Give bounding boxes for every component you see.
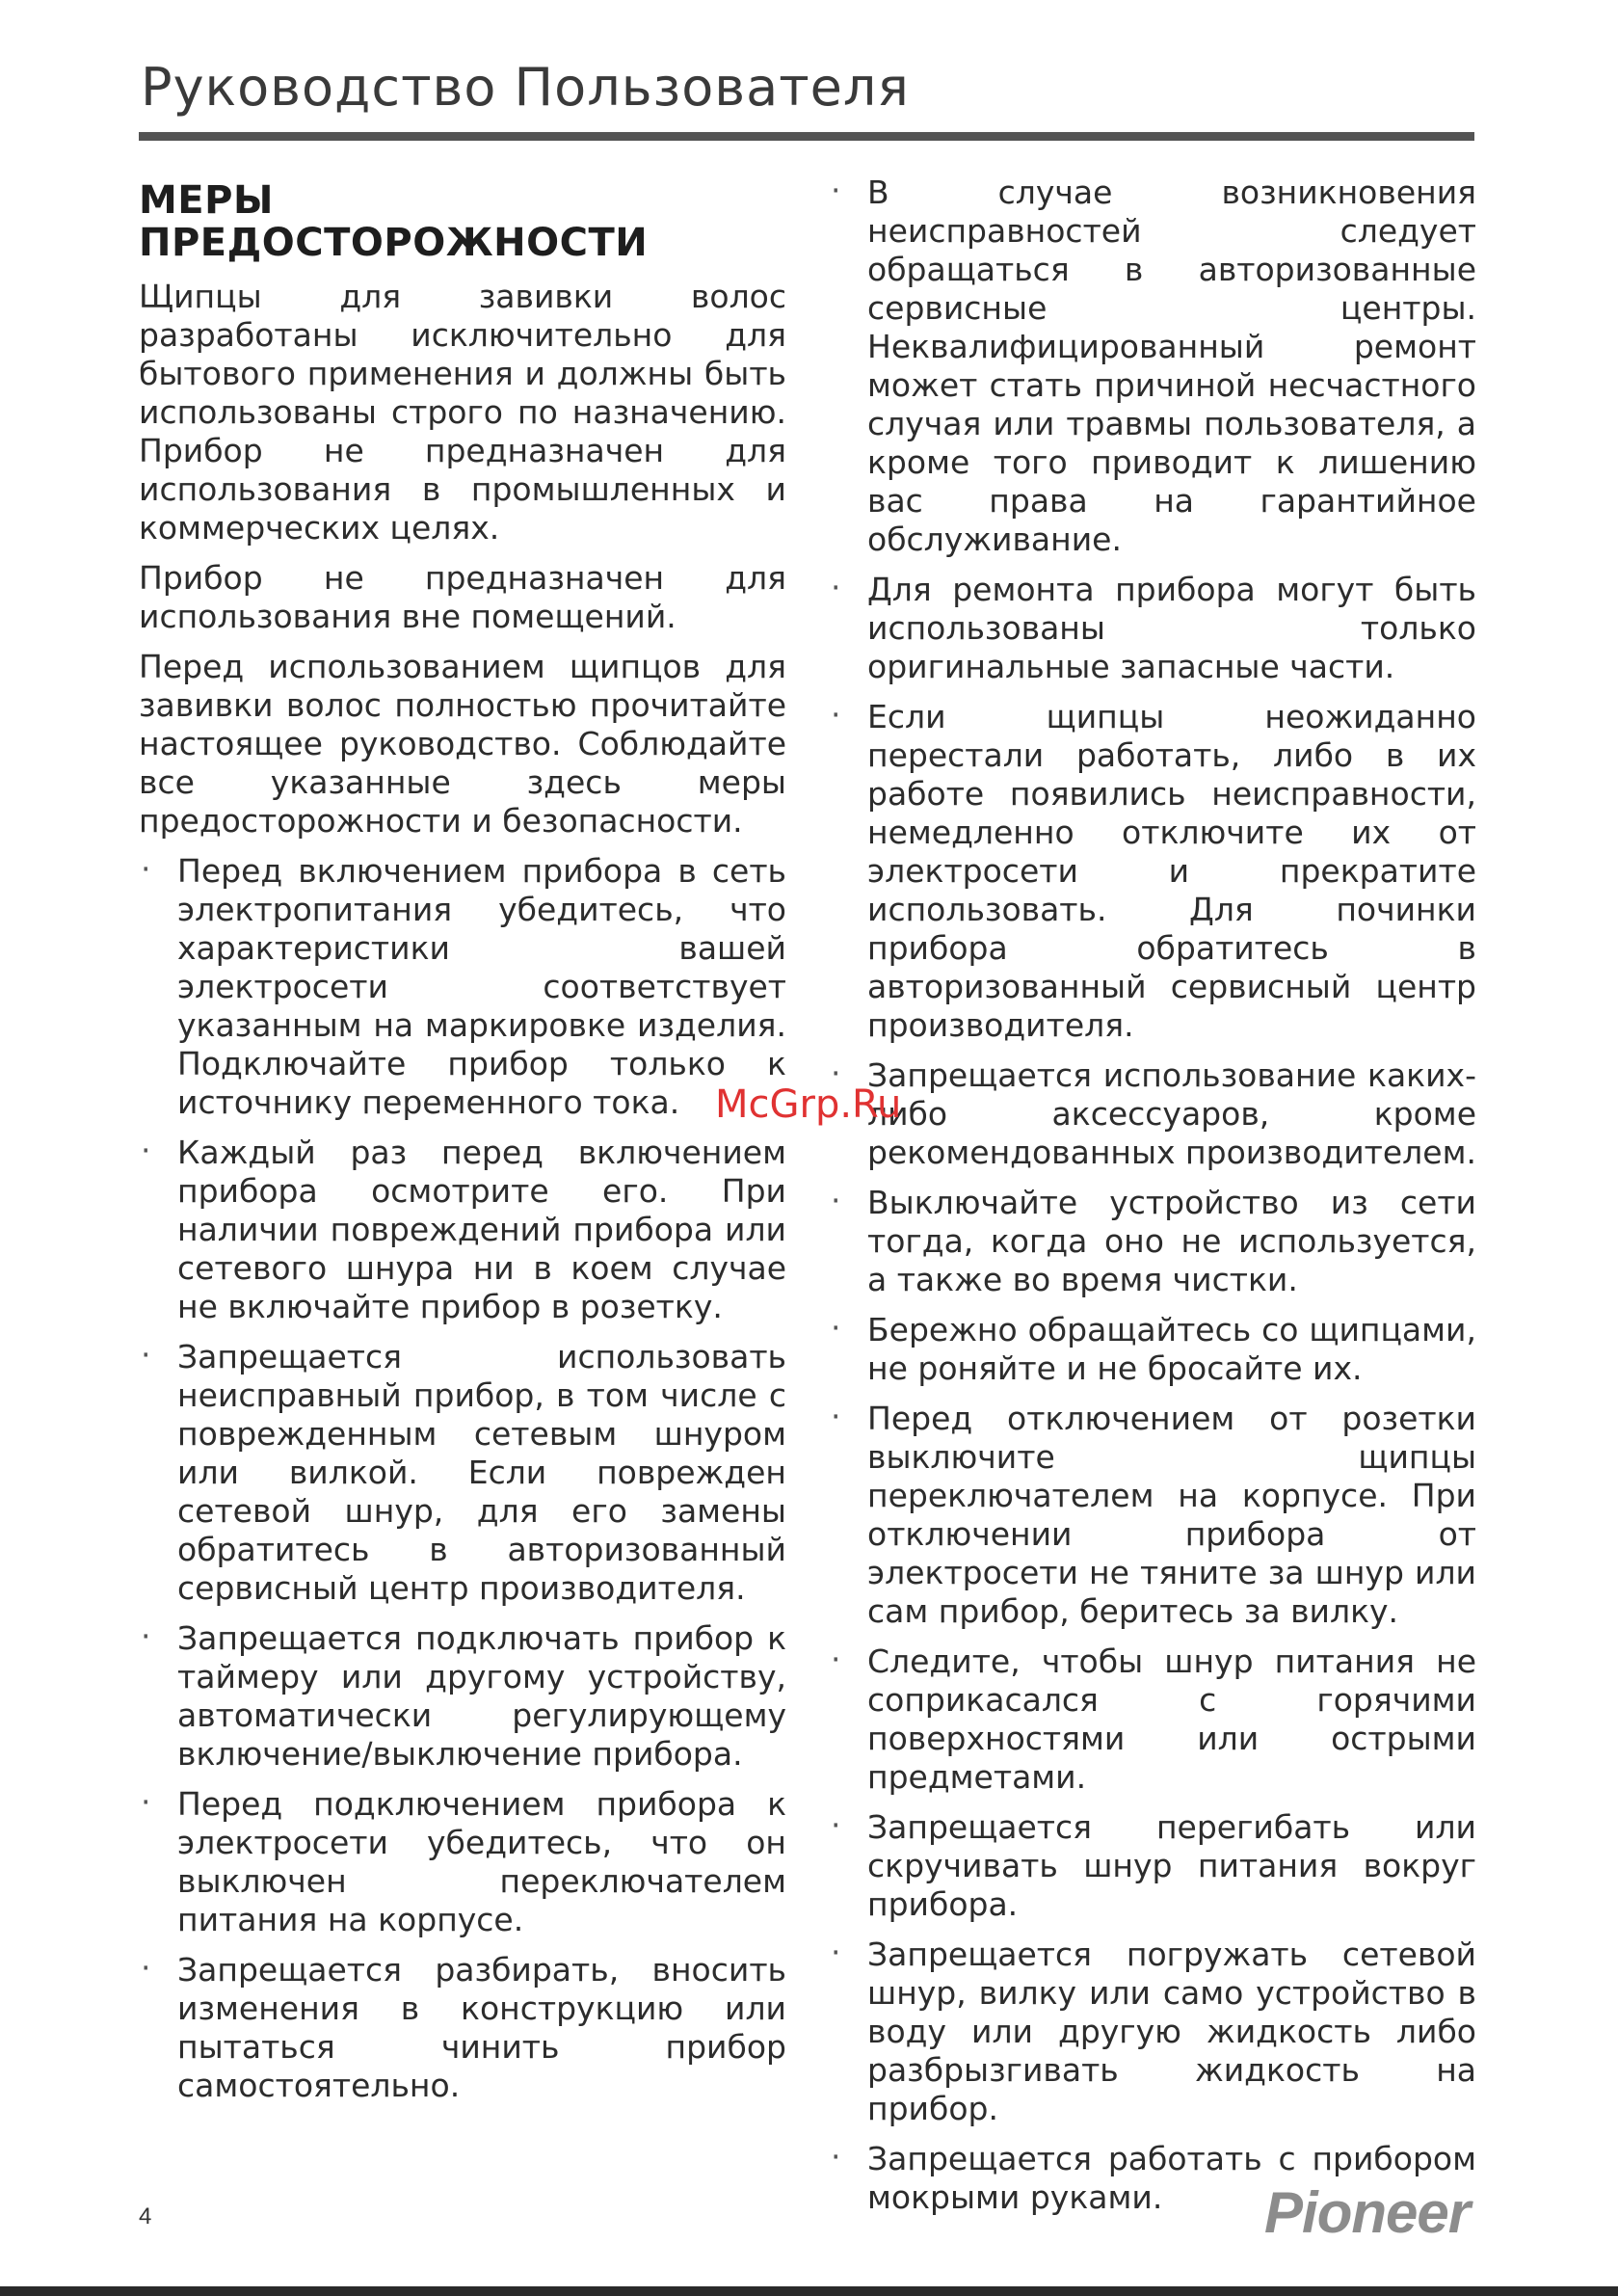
bullet-item: · Каждый раз перед включением прибора осмотрите его. При наличии повреждений прибора или сетевого шнура ни в коем случае не включайте прибор в розетку. — [139, 1134, 786, 1326]
left-column — [139, 174, 786, 2117]
right-column — [829, 174, 1476, 2229]
intro-paragraph: Щипцы для завивки волос разработаны исключительно для бытового применения и должны быть использованы строго по назначению. Прибор не предназначен для использования в промышленных и коммерческих целях. — [139, 278, 786, 547]
bullet-item: · Запрещается перегибать или скручивать шнур питания вокруг прибора. — [829, 1808, 1476, 1924]
footer-bar — [0, 2286, 1618, 2296]
bullet-item: · Для ремонта прибора могут быть использованы только оригинальные запасные части. — [829, 571, 1476, 686]
bullet-item: · Запрещается погружать сетевой шнур, вилку или само устройство в воду или другую жидкость либо разбрызгивать жидкость на прибор. — [829, 1936, 1476, 2128]
bullet-item: · Перед отключением от розетки выключите щипцы переключателем на корпусе. При отключении прибора от электросети не тяните за шнур или сам прибор, беритесь за вилку. — [829, 1400, 1476, 1631]
page-header-title: Руководство Пользователя — [141, 57, 910, 118]
bullet-item: · Запрещается использовать неисправный прибор, в том числе с поврежденным сетевым шнуром или вилкой. Если поврежден сетевой шнур, для его замены обратитесь в авторизованный сервисный центр производителя. — [139, 1338, 786, 1608]
bullet-item: · Перед подключением прибора к электросети убедитесь, что он выключен переключателем питания на корпусе. — [139, 1785, 786, 1939]
bullet-item: · Запрещается разбирать, вносить изменения в конструкцию или пытаться чинить прибор самостоятельно. — [139, 1951, 786, 2105]
bullet-item: · Запрещается подключать прибор к таймеру или другому устройству, автоматически регулирующему включение/выключение прибора. — [139, 1619, 786, 1774]
bullet-item: · Бережно обращайтесь со щипцами, не роняйте и не бросайте их. — [829, 1311, 1476, 1388]
right-bullet-list — [829, 174, 1476, 2217]
header-divider — [139, 132, 1474, 141]
watermark: McGrp.Ru — [715, 1082, 902, 1127]
bullet-item: · Следите, чтобы шнур питания не соприкасался с горячими поверхностями или острыми предметами. — [829, 1642, 1476, 1797]
intro-paragraph: Прибор не предназначен для использования вне помещений. — [139, 559, 786, 635]
bullet-item: · Если щипцы неожиданно перестали работать, либо в их работе появились неисправности, немедленно отключите их от электросети и прекратите использовать. Для починки прибора обратитесь в авторизованный сервисный центр производителя. — [829, 698, 1476, 1045]
bullet-item: · В случае возникновения неисправностей следует обращаться в авторизованные сервисные центры. Неквалифицированный ремонт может стать причиной несчастного случая или травмы пользователя, а кроме того приводит к лишению вас права на гарантийное обслуживание. — [829, 174, 1476, 559]
bullet-item: · Перед включением прибора в сеть электропитания убедитесь, что характеристики вашей электросети соответствует указанным на маркировке изделия. Подключайте прибор только к источнику переменного тока. — [139, 852, 786, 1122]
bullet-item: · Выключайте устройство из сети тогда, когда оно не используется, а также во время чистки. — [829, 1184, 1476, 1299]
bullet-item: · Запрещается использование каких-либо аксессуаров, кроме рекомендованных производителем. — [829, 1056, 1476, 1172]
brand-logo: Pioneer — [1264, 2180, 1471, 2245]
intro-paragraph: Перед использованием щипцов для завивки волос полностью прочитайте настоящее руководство. Соблюдайте все указанные здесь меры предосторожности и безопасности. — [139, 648, 786, 840]
page-number: 4 — [139, 2203, 152, 2229]
section-title: МЕРЫ ПРЕДОСТОРОЖНОСТИ — [139, 178, 649, 265]
left-bullet-list — [139, 852, 786, 2105]
bullet-item: · Запрещается работать с прибором мокрыми руками. — [829, 2140, 1476, 2217]
